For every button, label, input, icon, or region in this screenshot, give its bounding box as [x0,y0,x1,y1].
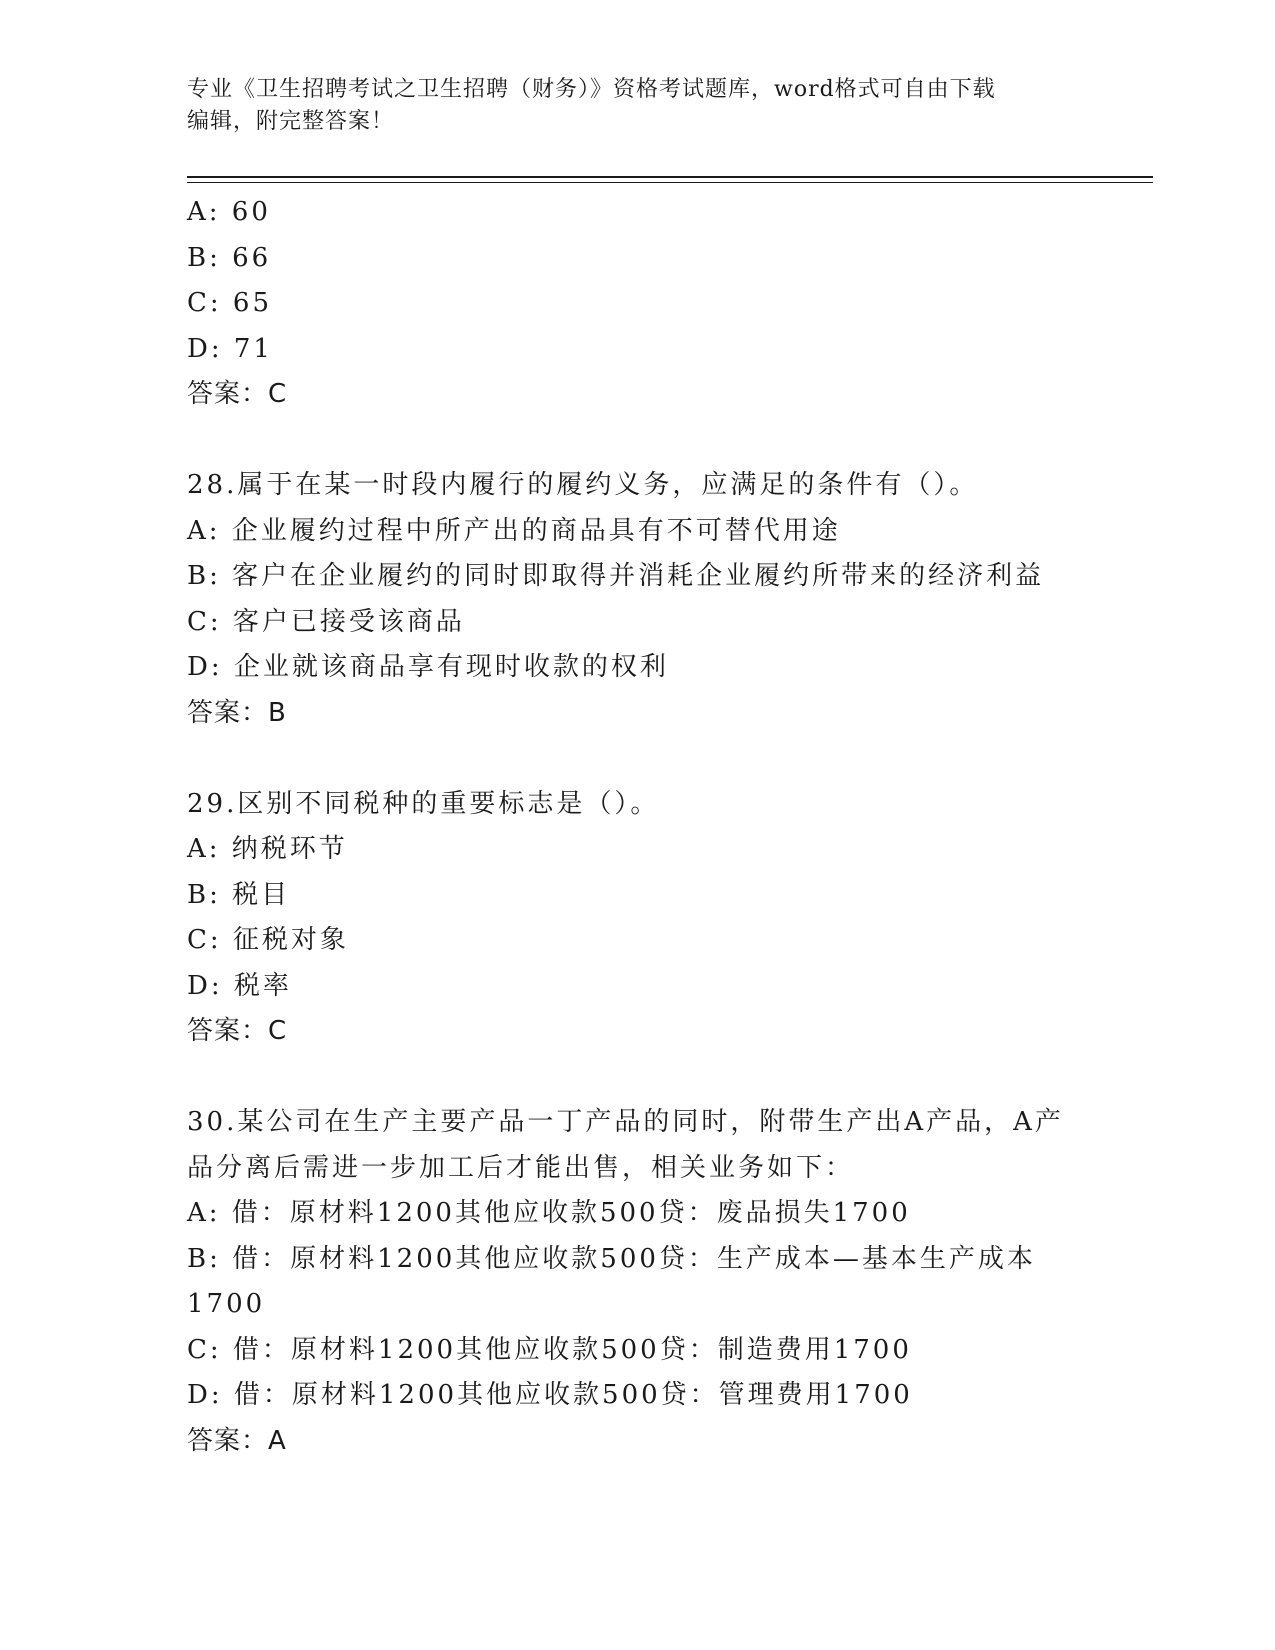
option-a: A: 60 [187,197,271,227]
spacer [187,1055,1087,1101]
header-rule-thin [187,182,1153,183]
question-stem: 29.区别不同税种的重要标志是（）。 [187,788,660,819]
question-stem-line-1: 30.某公司在生产主要产品一丁产品的同时，附带生产出A产品，A产 [187,1107,1064,1137]
option-b: B: 税目 [187,879,291,910]
option-c: C: 借：原材料1200其他应收款500贷：制造费用1700 [187,1334,912,1365]
option-b-continuation: 1700 [187,1289,266,1319]
answer-line: 答案：A [187,1425,287,1456]
spacer [187,418,1087,464]
header-line-1: 专业《卫生招聘考试之卫生招聘（财务）》资格考试题库，word格式可自由下载 [187,77,996,102]
header-rule-thick [187,176,1153,178]
option-d: D: 71 [187,333,273,364]
question-30 [187,1100,1087,1464]
option-a: A: 企业履约过程中所产出的商品具有不可替代用途 [187,515,841,546]
question-stem-line-2: 品分离后需进一步加工后才能出售，相关业务如下： [187,1152,855,1183]
document-header [187,74,1087,138]
question-29 [187,782,1087,1055]
option-c: C: 65 [187,288,273,318]
question-28 [187,463,1087,736]
answer-line: 答案：C [187,379,288,409]
option-d: D: 借：原材料1200其他应收款500贷：管理费用1700 [187,1380,913,1410]
header-line-2: 编辑，附完整答案！ [187,109,395,134]
option-a: A: 纳税环节 [187,834,348,864]
answer-line: 答案：C [187,1016,288,1046]
option-b: B: 借：原材料1200其他应收款500贷：生产成本—基本生产成本 [187,1243,1036,1274]
option-c: C: 征税对象 [187,925,349,955]
answer-line: 答案：B [187,697,287,728]
option-d: D: 税率 [187,970,292,1001]
option-a: A: 借：原材料1200其他应收款500贷：废品损失1700 [187,1198,911,1228]
option-b: B: 客户在企业履约的同时即取得并消耗企业履约所带来的经济利益 [187,561,1045,591]
spacer [187,736,1087,782]
question-27 [187,190,1087,418]
option-b: B: 66 [187,242,272,273]
option-d: D: 企业就该商品享有现时收款的权利 [187,652,669,682]
question-list [187,190,1087,1464]
question-stem: 28.属于在某一时段内履行的履约义务，应满足的条件有（）。 [187,470,979,500]
option-c: C: 客户已接受该商品 [187,606,465,637]
